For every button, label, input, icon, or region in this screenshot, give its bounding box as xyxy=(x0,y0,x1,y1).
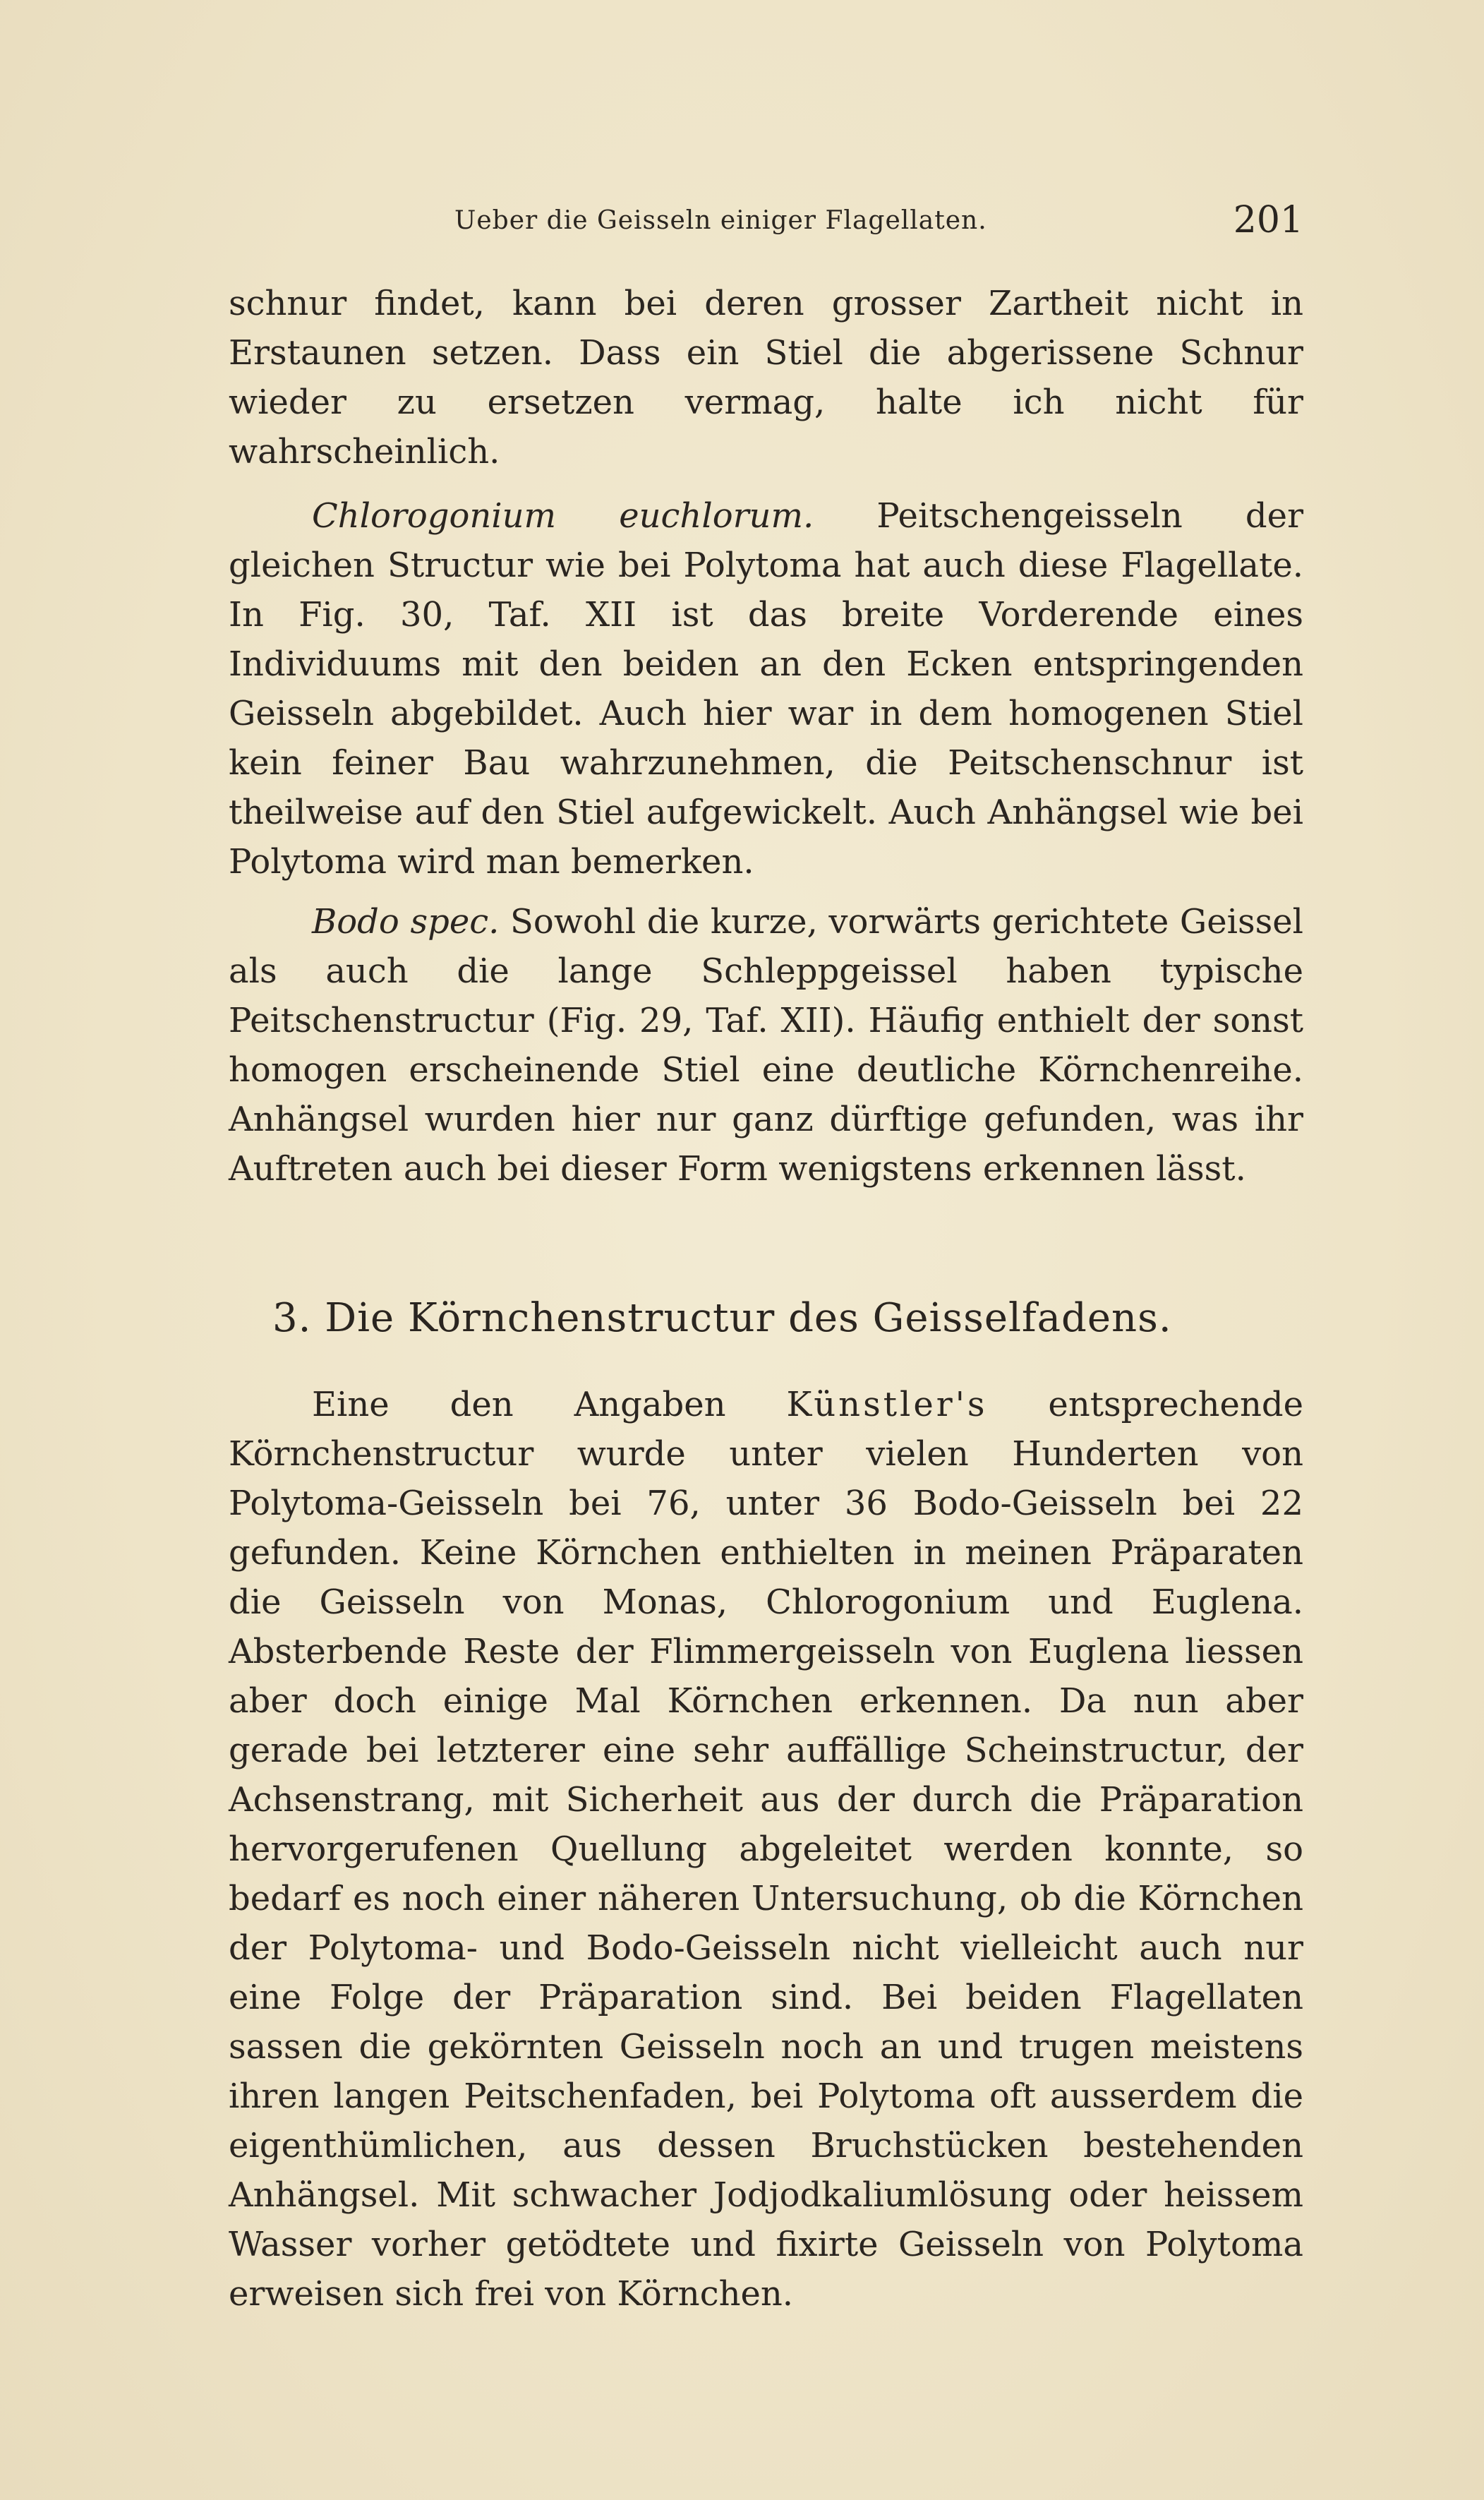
paragraph-bodo xyxy=(229,897,1303,1194)
paragraph-text: schnur findet, kann bei deren grosser Zartheit nicht in Erstaunen setzen. Dass ein Stiel die abgerissene Schnur wieder zu ersetzen vermag, halte ich nicht für wahrscheinlich. xyxy=(229,284,1303,471)
taxon-name: Bodo spec. xyxy=(312,902,500,942)
page-header xyxy=(229,199,1303,248)
page-number: 201 xyxy=(1233,199,1303,241)
paragraph-text: Sowohl die kurze, vorwärts gerichtete Geissel als auch die lange Schleppgeissel haben typische Peitschenstructur (Fig. 29, Taf. XII). Häufig enthielt der sonst homogen erscheinende Stiel eine deutliche Körnchenreihe. Anhängsel wurden hier nur ganz dürftige gefunden, was ihr Auftreten auch bei dieser Form wenigstens erkennen lässt. xyxy=(229,902,1304,1189)
paragraph-chlorogonium xyxy=(229,491,1303,887)
taxon-name: Chlorogonium euchlorum. xyxy=(312,496,814,536)
paragraph-lead: Eine den Angaben xyxy=(312,1385,787,1424)
running-head: Ueber die Geisseln einiger Flagellaten. xyxy=(454,206,987,235)
paragraph-continuation xyxy=(229,279,1303,476)
paragraph-text: entsprechende Körnchenstructur wurde unter vielen Hunderten von Polytoma-Geisseln bei 76, unter 36 Bodo-Geisseln bei 22 gefunden. Keine Körnchen enthielten in meinen Präparaten die Geisseln von Monas, Chlorogonium und Euglena. Absterbende Reste der Flimmergeisseln von Euglena liessen aber doch einige Mal Körnchen erkennen. Da nun aber gerade bei letzterer eine sehr auffällige Scheinstructur, der Achsenstrang, mit Sicherheit aus der durch die Präparation hervorgerufenen Quellung abgeleitet werden konnte, so bedarf es noch einer näheren Untersuchung, ob die Körnchen der Polytoma- und Bodo-Geisseln nicht vielleicht auch nur eine Folge der Präparation sind. Bei beiden Flagellaten sassen die gekörnten Geisseln noch an und trugen meistens ihren langen Peitschenfaden, bei Polytoma oft ausserdem die eigenthümlichen, aus dessen Bruchstücken bestehenden Anhängsel. Mit schwacher Jodjodkaliumlösung oder heissem Wasser vorher getödtete und fixirte Geisseln von Polytoma erweisen sich frei von Körnchen. xyxy=(229,1385,1304,2314)
paragraph-text: Peitschengeisseln der gleichen Structur wie bei Polytoma hat auch diese Flagellate. In Fig. 30, Taf. XII ist das breite Vorderende eines Individuums mit den beiden an den Ecken entspringenden Geisseln abgebildet. Auch hier war in dem homogenen Stiel kein feiner Bau wahrzunehmen, die Peitschenschnur ist theilweise auf den Stiel aufgewickelt. Auch Anhängsel wie bei Polytoma wird man bemerken. xyxy=(229,496,1304,882)
author-name: Künstler's xyxy=(786,1385,988,1424)
paragraph-section-body xyxy=(229,1380,1303,2319)
section-heading: 3. Die Körnchenstructur des Geisselfadens. xyxy=(272,1295,1172,1341)
